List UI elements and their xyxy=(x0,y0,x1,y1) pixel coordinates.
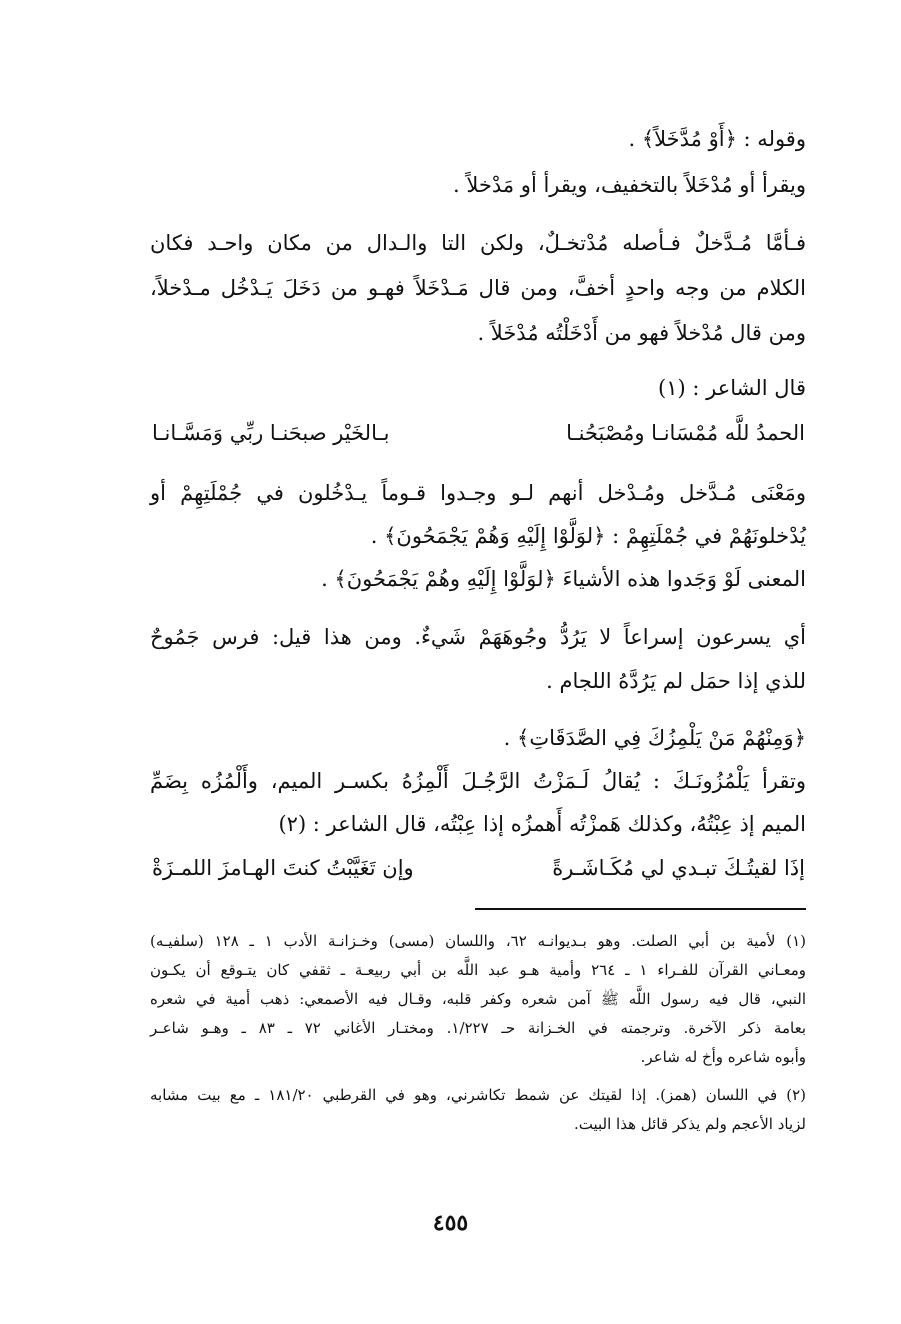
text-line: الكلام من وجه واحدٍ أخفَّ، ومن قال مَـدْخَلاً فهـو من دَخَلَ يَـدْخُل مـدْخلاً، xyxy=(150,276,806,300)
page-number: ٤٥٥ xyxy=(432,1210,469,1236)
text-line: الميم إذ عِبْتُهُ، وكذلك هَمزْتُه أَهمزُه إذا عِبْتُه، قال الشاعر : (٢) xyxy=(278,812,806,836)
verse-hemistich-left: بـالخَيْر صبحَنـا ربِّي وَمَسَّـانـا xyxy=(152,421,390,445)
footnote-line: ومعـاني القرآن للفـراء ١ ـ ٢٦٤ وأمية هـو عبد اللَّه بن أبي ربيعـة ـ ثقفي كان يتـوقع أن يكـون xyxy=(150,961,806,979)
text-line: وتقرأ يَلْمُزُونَـكَ : يُقالُ لَـمَزْتُ الرَّجُـلَ أَلْمِزُهُ بكسـر الميم، وأَلْمُزُه بِضَمِّ xyxy=(150,769,806,793)
text-line: ومن قال مُدْخلاً فهو من أَدْخَلْتُه مُدْخَلاً . xyxy=(477,321,806,345)
text-line: المعنى لَوْ وَجَدوا هذه الأشياءَ ﴿لوَلَّوْا إِلَيْهِ وهُمْ يَجْمَحُونَ﴾ . xyxy=(321,567,806,591)
text-line: للذي إذا حمَل لم يَرُدَّهُ اللجام . xyxy=(546,669,806,693)
footnote-line: لزياد الأعجم ولم يذكر قائل هذا البيت. xyxy=(574,1115,806,1133)
text-line: أي يسرعون إسراعاً لا يَرُدُّ وجُوهَهَمْ شَيءٌ. ومن هذا قيل: فرس جَمُوحٌ xyxy=(150,625,806,649)
verse-hemistich-right: إذَا لقيتُـكَ تبـدي لي مُكَـاشَـرةً xyxy=(552,856,805,880)
text-line: يُدْخلونَهُمْ في جُمْلَتِهِمْ : ﴿لوَلَّوْا إِلَيْهِ وَهُمْ يَجْمَحُونَ﴾ . xyxy=(370,524,806,548)
text-line: ﴿وَمِنْهُمْ مَنْ يَلْمِزُكَ فِي الصَّدَقَاتِ﴾ . xyxy=(503,726,806,750)
verse-hemistich-right: الحمدُ للَّه مُمْسَانـا ومُصْبَحُنـا xyxy=(566,421,805,445)
footnote-separator xyxy=(475,908,806,910)
footnote-line: بعامة ذكر الآخرة. وترجمته في الخـزانة حـ ١/٢٢٧. ومختـار الأغاني ٧٢ ـ ٨٣ ـ وهـو شاعـر xyxy=(150,1019,806,1037)
text-line: ويقرأ أو مُدْخَلاً بالتخفيف، ويقرأ أو مَدْخلاً . xyxy=(453,173,806,197)
text-line: وقوله : ﴿أَوْ مُدَّخَلاً﴾ . xyxy=(628,127,806,151)
verse-hemistich-left: وإن تَغَيَّبْتُ كنتَ الهـامزَ اللمـزَةْ xyxy=(152,856,414,880)
footnote-line: (١) لأمية بن أبي الصلت. وهو بـديوانـه ٦٢، واللسان (مسى) وخـزانـة الأدب ١ ـ ١٢٨ (سلفيـه) xyxy=(150,932,806,950)
text-line: قال الشاعر : (١) xyxy=(658,376,806,400)
text-line: ومَعْنَى مُـدَّخل ومُـدْخل أنهم لـو وجـدوا قـوماً يـدْخُلون في جُمْلَتِهِمْ أو xyxy=(150,481,806,505)
text-line: فـأمَّا مُـدَّخلٌ فـأصله مُدْتخـلٌ، ولكن التا والـدال من مكان واحـد فكان xyxy=(150,231,806,255)
footnote-line: وأبوه شاعره وأخ له شاعر. xyxy=(640,1048,806,1066)
footnote-line: النبي، قال فيه رسول اللَّه ﷺ آمن شعره وكفر قلبه، وقـال فيه الأصمعي: ذهب أمية في شعره xyxy=(150,990,806,1008)
footnote-line: (٢) في اللسان (همز). إذا لقيتك عن شمط تكاشرني، وهو في القرطبي ١٨١/٢٠ ـ مع بيت مشابه xyxy=(150,1086,806,1104)
